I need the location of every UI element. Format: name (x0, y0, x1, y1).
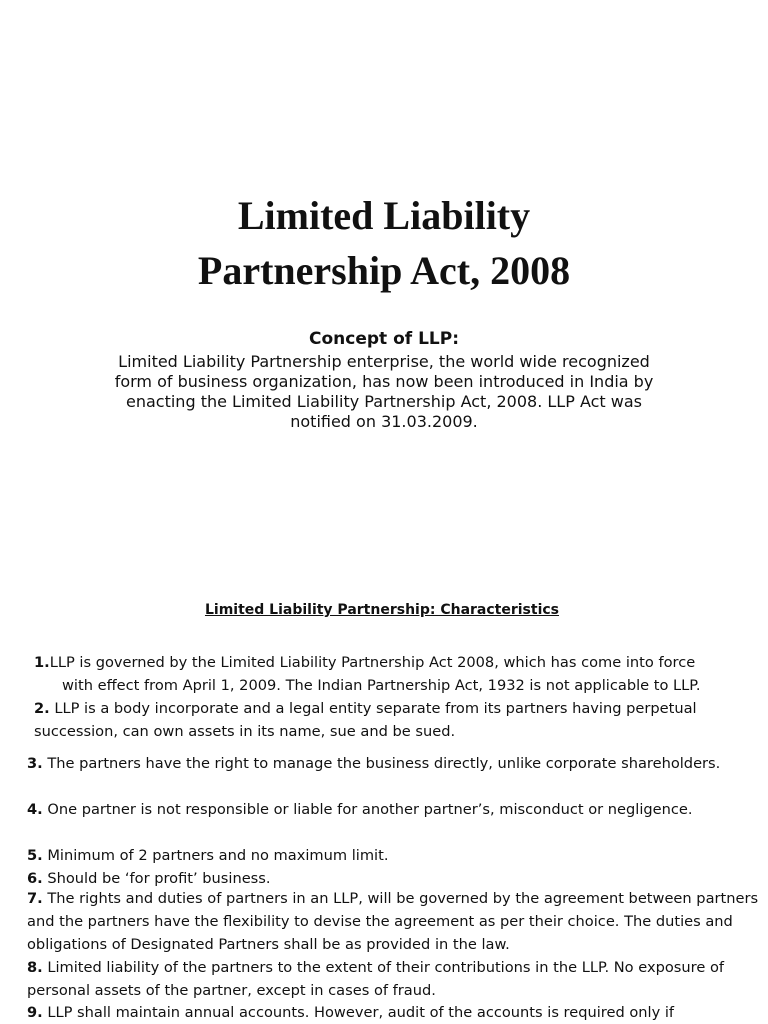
list-item-text: One partner is not responsible or liable for another partner’s, misconduct or negligence. (42, 801, 693, 818)
list-item-text: LLP is a body incorporate and a legal entity separate from its partners having perpetual (49, 700, 697, 717)
list-item-number: 8. (27, 959, 43, 976)
list-item-number: 5. (27, 847, 43, 864)
list-item (27, 956, 762, 1002)
concept-paragraph: Limited Liability Partnership enterprise, the world wide recognized form of business organization, has now been introduced in India by enacting the Limited Liability Partnership Act, 2008. LLP Act was notified on 31.03.2009. (114, 352, 654, 431)
list-item-text: LLP shall maintain annual accounts. However, audit of the accounts is required only if (42, 1004, 675, 1021)
list-item-number: 6. (27, 870, 43, 887)
list-item (27, 752, 762, 775)
list-item-text-continued: with effect from April 1, 2009. The Indian Partnership Act, 1932 is not applicable to LLP. (62, 677, 701, 694)
characteristics-heading: Limited Liability Partnership: Characteristics (204, 602, 560, 618)
list-item (27, 1001, 762, 1024)
page-title-line-2: Partnership Act, 2008 (197, 248, 571, 293)
list-item-text: The rights and duties of partners in an LLP, will be governed by the agreement between partners and the partners have the flexibility to devise the agreement as per their choice. The duties and obligations of Designated Partners shall be as provided in the law. (27, 890, 759, 953)
list-item-number: 2. (34, 700, 50, 717)
list-item-text: The partners have the right to manage the business directly, unlike corporate shareholders. (42, 755, 721, 772)
list-item (27, 887, 762, 956)
list-item (34, 651, 750, 697)
concept-heading: Concept of LLP: (309, 329, 459, 349)
list-item-number: 4. (27, 801, 43, 818)
page-title (0, 188, 768, 298)
list-item-text: Limited liability of the partners to the extent of their contributions in the LLP. No exposure of personal assets of the partner, except in cases of fraud. (27, 959, 725, 999)
list-item (27, 798, 762, 821)
list-item-text: LLP is governed by the Limited Liability Partnership Act 2008, which has come into force (49, 654, 696, 671)
page-title-line-1: Limited Liability (237, 193, 531, 238)
list-item (34, 697, 750, 743)
list-item-number: 7. (27, 890, 43, 907)
list-item-text: Should be ‘for profit’ business. (42, 870, 271, 887)
list-item-text: Minimum of 2 partners and no maximum limit. (42, 847, 389, 864)
list-item-number: 9. (27, 1004, 43, 1021)
list-item (27, 844, 762, 867)
list-item-number: 1. (34, 654, 50, 671)
list-item-number: 3. (27, 755, 43, 772)
list-item-text-continued: succession, can own assets in its name, sue and be sued. (34, 723, 456, 740)
